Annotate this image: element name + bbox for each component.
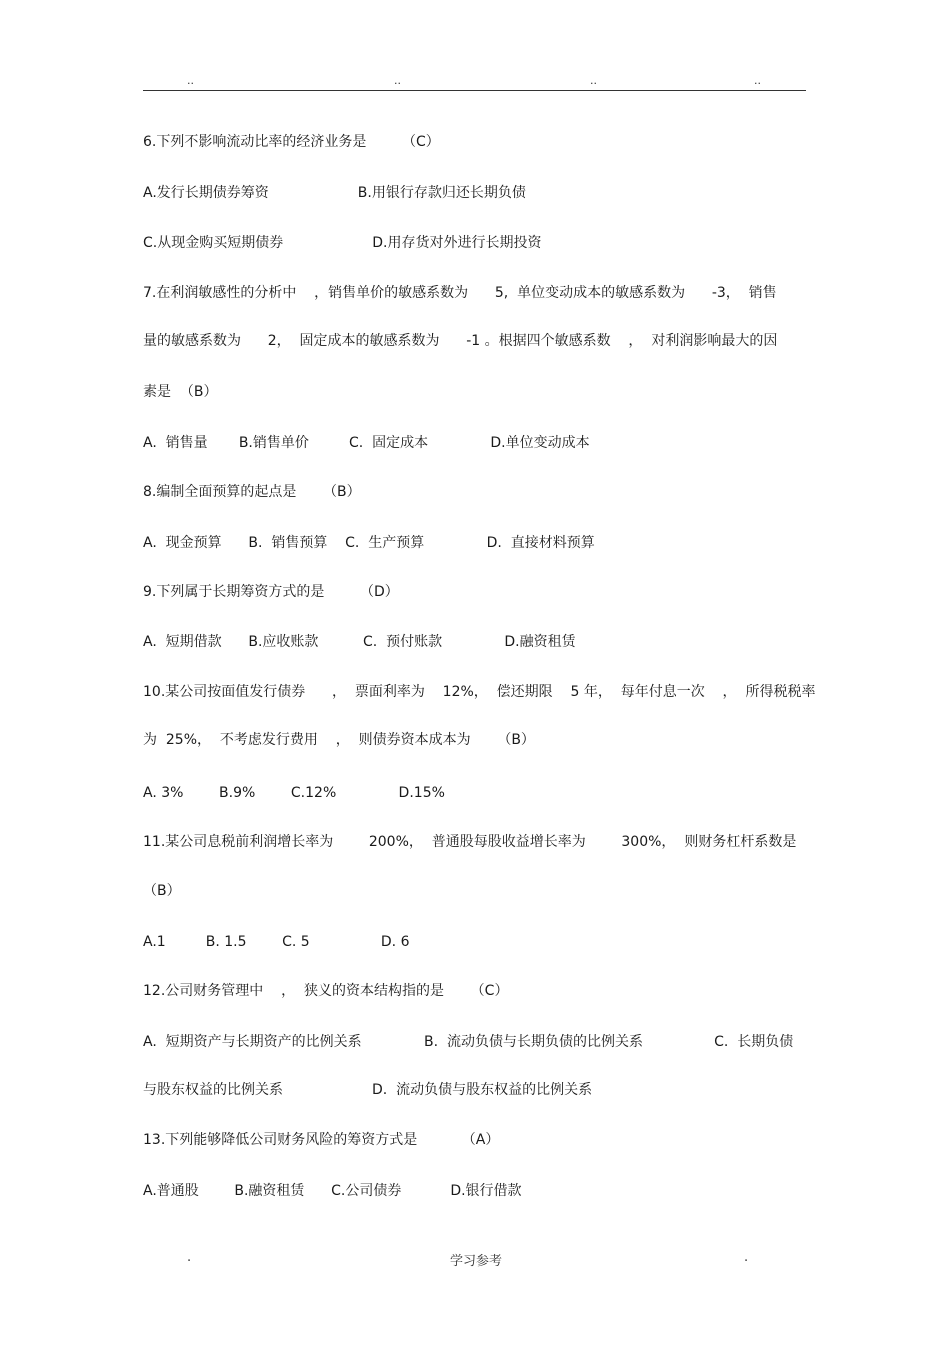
question-11-line-1: 11.某公司息税前利润增长率为 200%， 普通股每股收益增长率为 300%， 则财务杠杆系数是	[143, 834, 797, 850]
header-mark-3: ..	[590, 74, 597, 87]
question-12: 12.公司财务管理中 ， 狭义的资本结构指的是 （C）	[143, 983, 509, 999]
question-10-options: A. 3% B.9% C.12% D.15%	[143, 785, 445, 801]
question-7-line-2: 量的敏感系数为 2， 固定成本的敏感系数为 -1 。根据四个敏感系数 ， 对利润影响最大的因	[143, 333, 778, 349]
question-11-options: A.1 B. 1.5 C. 5 D. 6	[143, 934, 410, 950]
question-6-options-2: C.从现金购买短期债券 D.用存货对外进行长期投资	[143, 235, 542, 251]
question-11-line-2: （B）	[143, 883, 181, 899]
question-8: 8.编制全面预算的起点是 （B）	[143, 484, 361, 500]
question-10-line-2: 为 25%， 不考虑发行费用 ， 则债券资本成本为 （B）	[143, 732, 535, 748]
question-6-options-1: A.发行长期债券筹资 B.用银行存款归还长期负债	[143, 185, 526, 201]
question-6: 6.下列不影响流动比率的经济业务是 （C）	[143, 134, 440, 150]
header-rule	[143, 90, 806, 91]
question-7-line-1: 7.在利润敏感性的分析中 ，销售单价的敏感系数为 5, 单位变动成本的敏感系数为 -3， 销售	[143, 285, 777, 301]
footer-center-text: 学习参考	[450, 1254, 503, 1269]
footer-left-mark: .	[187, 1250, 192, 1265]
question-9-options: A. 短期借款 B.应收账款 C. 预付账款 D.融资租赁	[143, 634, 576, 650]
question-7-options: A. 销售量 B.销售单价 C. 固定成本 D.单位变动成本	[143, 435, 590, 451]
footer-right-mark: .	[744, 1250, 749, 1265]
question-7-line-3: 素是 （B）	[143, 384, 218, 400]
question-8-options: A. 现金预算 B. 销售预算 C. 生产预算 D. 直接材料预算	[143, 535, 595, 551]
question-10-line-1: 10.某公司按面值发行债券 ， 票面利率为 12%， 偿还期限 5 年， 每年付息一次 ， 所得税税率	[143, 684, 816, 700]
header-mark-4: ..	[754, 74, 761, 87]
header-mark-2: ..	[394, 74, 401, 87]
question-12-options-1: A. 短期资产与长期资产的比例关系 B. 流动负债与长期负债的比例关系 C. 长期负债	[143, 1034, 794, 1050]
question-9: 9.下列属于长期筹资方式的是 （D）	[143, 584, 399, 600]
header-mark-1: ..	[187, 74, 194, 87]
question-13: 13.下列能够降低公司财务风险的筹资方式是 （A）	[143, 1132, 500, 1148]
question-12-options-2: 与股东权益的比例关系 D. 流动负债与股东权益的比例关系	[143, 1082, 593, 1098]
question-13-options: A.普通股 B.融资租赁 C.公司债券 D.银行借款	[143, 1183, 522, 1199]
